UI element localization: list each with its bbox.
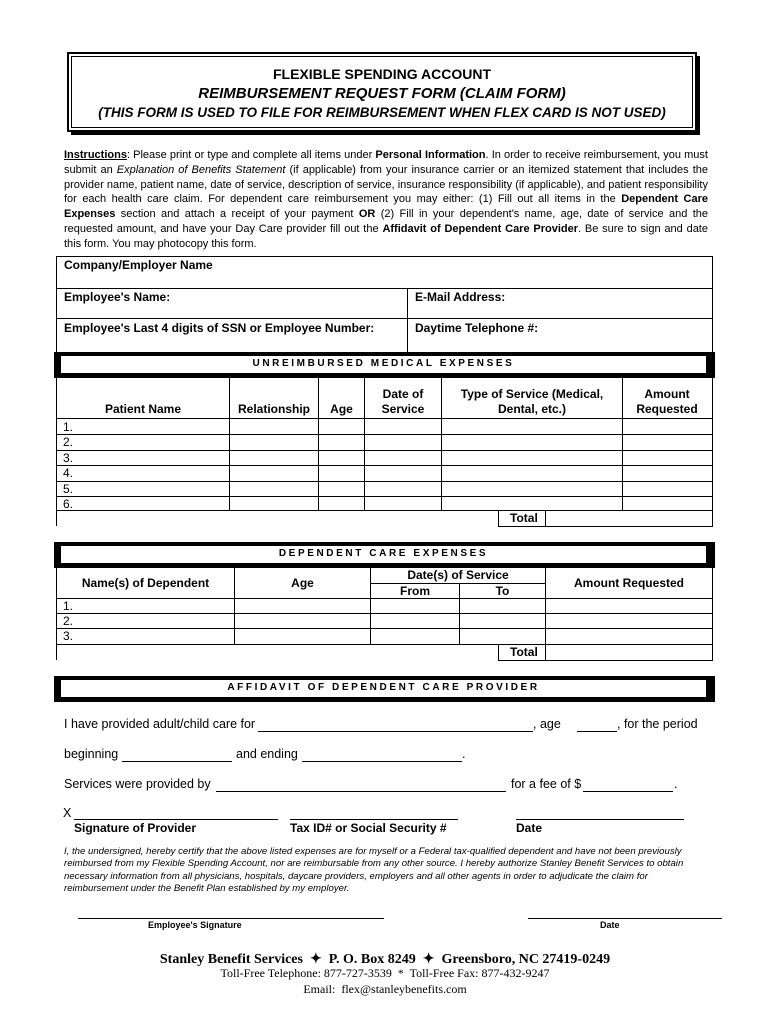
medical-total-label: Total: [510, 511, 538, 525]
provider-signature-field[interactable]: [74, 819, 278, 820]
form-title: FLEXIBLE SPENDING ACCOUNT: [272, 66, 492, 82]
ending-date-field[interactable]: [302, 761, 462, 762]
instructions-label: Instructions: [64, 149, 127, 161]
affidavit-section-title: AFFIDAVIT OF DEPENDENT CARE PROVIDER: [60, 679, 707, 698]
tax-id-label: Tax ID# or Social Security #: [290, 821, 447, 835]
footer-company: Stanley Benefit Services: [159, 952, 303, 967]
footer-po-box: P. O. Box 8249: [328, 952, 416, 967]
col-dependent-name: Name(s) of Dependent: [81, 576, 210, 590]
fee-amount-field[interactable]: [583, 791, 673, 792]
affidavit-period-label: , for the period: [617, 717, 698, 731]
star-separator-icon: ✦: [422, 952, 435, 967]
dependent-section-title: DEPENDENT CARE EXPENSES: [60, 545, 707, 564]
age-field[interactable]: [577, 731, 617, 732]
header-shadow: [697, 56, 700, 135]
col-type-of-service: Type of Service (Medical, Dental, etc.): [460, 387, 604, 416]
instructions-text: section and attach a receipt of your payment: [115, 208, 359, 221]
header-shadow: [71, 132, 700, 135]
ssn-field[interactable]: Employee's Last 4 digits of SSN or Employee Number:: [64, 321, 375, 335]
employee-signature-field[interactable]: [78, 918, 384, 919]
provider-date-label: Date: [516, 821, 543, 835]
provider-date-field[interactable]: [516, 819, 684, 820]
instructions-bold: Personal Information: [375, 149, 486, 161]
medical-row-5[interactable]: 5.: [63, 482, 74, 496]
form-subtitle: REIMBURSEMENT REQUEST FORM (CLAIM FORM): [198, 85, 566, 102]
medical-section-title: UNREIMBURSED MEDICAL EXPENSES: [60, 355, 707, 374]
affidavit-period-end: .: [462, 747, 466, 761]
affidavit-fee-label: for a fee of $: [511, 777, 582, 791]
col-relationship: Relationship: [237, 402, 310, 416]
medical-row-2[interactable]: 2.: [63, 435, 74, 449]
col-dependent-amount: Amount Requested: [573, 576, 684, 590]
instructions-text: . In order to receive reimbursement, you must submit an: [64, 149, 708, 176]
tax-id-field[interactable]: [290, 819, 458, 820]
medical-row-3[interactable]: 3.: [63, 451, 74, 465]
dependent-total-field[interactable]: [546, 645, 712, 660]
instructions-italic: Explanation of Benefits Statement: [116, 163, 286, 176]
affidavit-beginning-label: beginning: [64, 747, 119, 761]
employee-signature-label: Employee's Signature: [148, 920, 242, 930]
employee-date-label: Date: [600, 920, 620, 930]
col-date-of-service: Date of Service: [381, 387, 425, 416]
instructions: [64, 148, 708, 252]
provider-name-field[interactable]: [216, 791, 506, 792]
dependent-row-1[interactable]: 1.: [63, 599, 74, 613]
dependent-row-2[interactable]: 2.: [63, 614, 74, 628]
signature-x-mark: X: [63, 806, 72, 820]
col-amount-requested: Amount Requested: [636, 387, 698, 416]
signature-of-provider-label: Signature of Provider: [74, 821, 197, 835]
care-recipient-field[interactable]: [258, 731, 533, 732]
footer-email[interactable]: Email: flex@stanleybenefits.com: [303, 982, 467, 996]
phone-field[interactable]: Daytime Telephone #:: [415, 321, 539, 335]
header-title-block: [71, 56, 693, 128]
instructions-bold: Dependent Care Expenses: [64, 193, 708, 221]
medical-row-1[interactable]: 1.: [63, 420, 74, 434]
medical-row-6[interactable]: 6.: [63, 497, 74, 511]
affidavit-ending-label: and ending: [236, 747, 298, 761]
instructions-text: : Please print or type and complete all items under: [126, 149, 376, 161]
employee-date-field[interactable]: [528, 918, 722, 919]
certification-text: I, the undersigned, hereby certify that the above listed expenses are for myself or a Federal tax-qualified dependent and have not been previously reimbursed from my Flexible Spending Account, nor are reimbursable from any other source. I hereby authorize Stanley Benefit Services to obtain necessary information from all physicians, hospitals, daycare providers, employers and all other agents in order to adjudicate the claim for reimbursement under the Benefit Plan established by my employer.: [64, 846, 684, 895]
instructions-bold: OR: [358, 208, 376, 221]
company-employer-field[interactable]: Company/Employer Name: [64, 258, 213, 272]
affidavit-line1-label: I have provided adult/child care for: [64, 717, 256, 731]
email-field[interactable]: E-Mail Address:: [415, 290, 506, 304]
dependent-total-label: Total: [510, 645, 538, 659]
employee-name-field[interactable]: Employee's Name:: [64, 290, 171, 304]
col-patient-name: Patient Name: [104, 402, 182, 416]
col-dates-of-service: Date(s) of Service: [407, 568, 509, 582]
col-dependent-age: Age: [291, 576, 314, 590]
form-note: (THIS FORM IS USED TO FILE FOR REIMBURSEMENT WHEN FLEX CARD IS NOT USED): [98, 105, 666, 120]
instructions-text: (if applicable) from your insurance carrier or an itemized statement that includes the provider name, patient name, date of service, description of service, insurance responsibility (if applicable), and patient responsibility for each health care claim. For dependent care reimbursement you may either: (1) Fill out all items in the: [64, 163, 708, 206]
affidavit-fee-end: .: [674, 777, 678, 791]
instructions-bold: Affidavit of Dependent Care Provider: [382, 222, 579, 235]
instructions-text: (2) Fill in your dependent's name, age, date of service and the requested amount, and have your Day Care provider fill out the: [64, 208, 709, 235]
affidavit-services-label: Services were provided by: [64, 777, 211, 791]
medical-row-4[interactable]: 4.: [63, 466, 74, 480]
medical-total-field[interactable]: [546, 511, 712, 526]
star-separator-icon: ✦: [309, 952, 322, 967]
footer-phones: Toll-Free Telephone: 877-727-3539 * Toll-Free Fax: 877-432-9247: [220, 966, 550, 980]
col-from: From: [400, 584, 430, 598]
col-age: Age: [330, 402, 353, 416]
affidavit-age-label: , age: [533, 717, 561, 731]
col-to: To: [495, 584, 510, 598]
footer-city: Greensboro, NC 27419-0249: [441, 952, 611, 967]
beginning-date-field[interactable]: [122, 761, 232, 762]
dependent-row-3[interactable]: 3.: [63, 629, 74, 643]
instructions-text: . Be sure to sign and date this form. You may photocopy this form.: [64, 222, 708, 250]
